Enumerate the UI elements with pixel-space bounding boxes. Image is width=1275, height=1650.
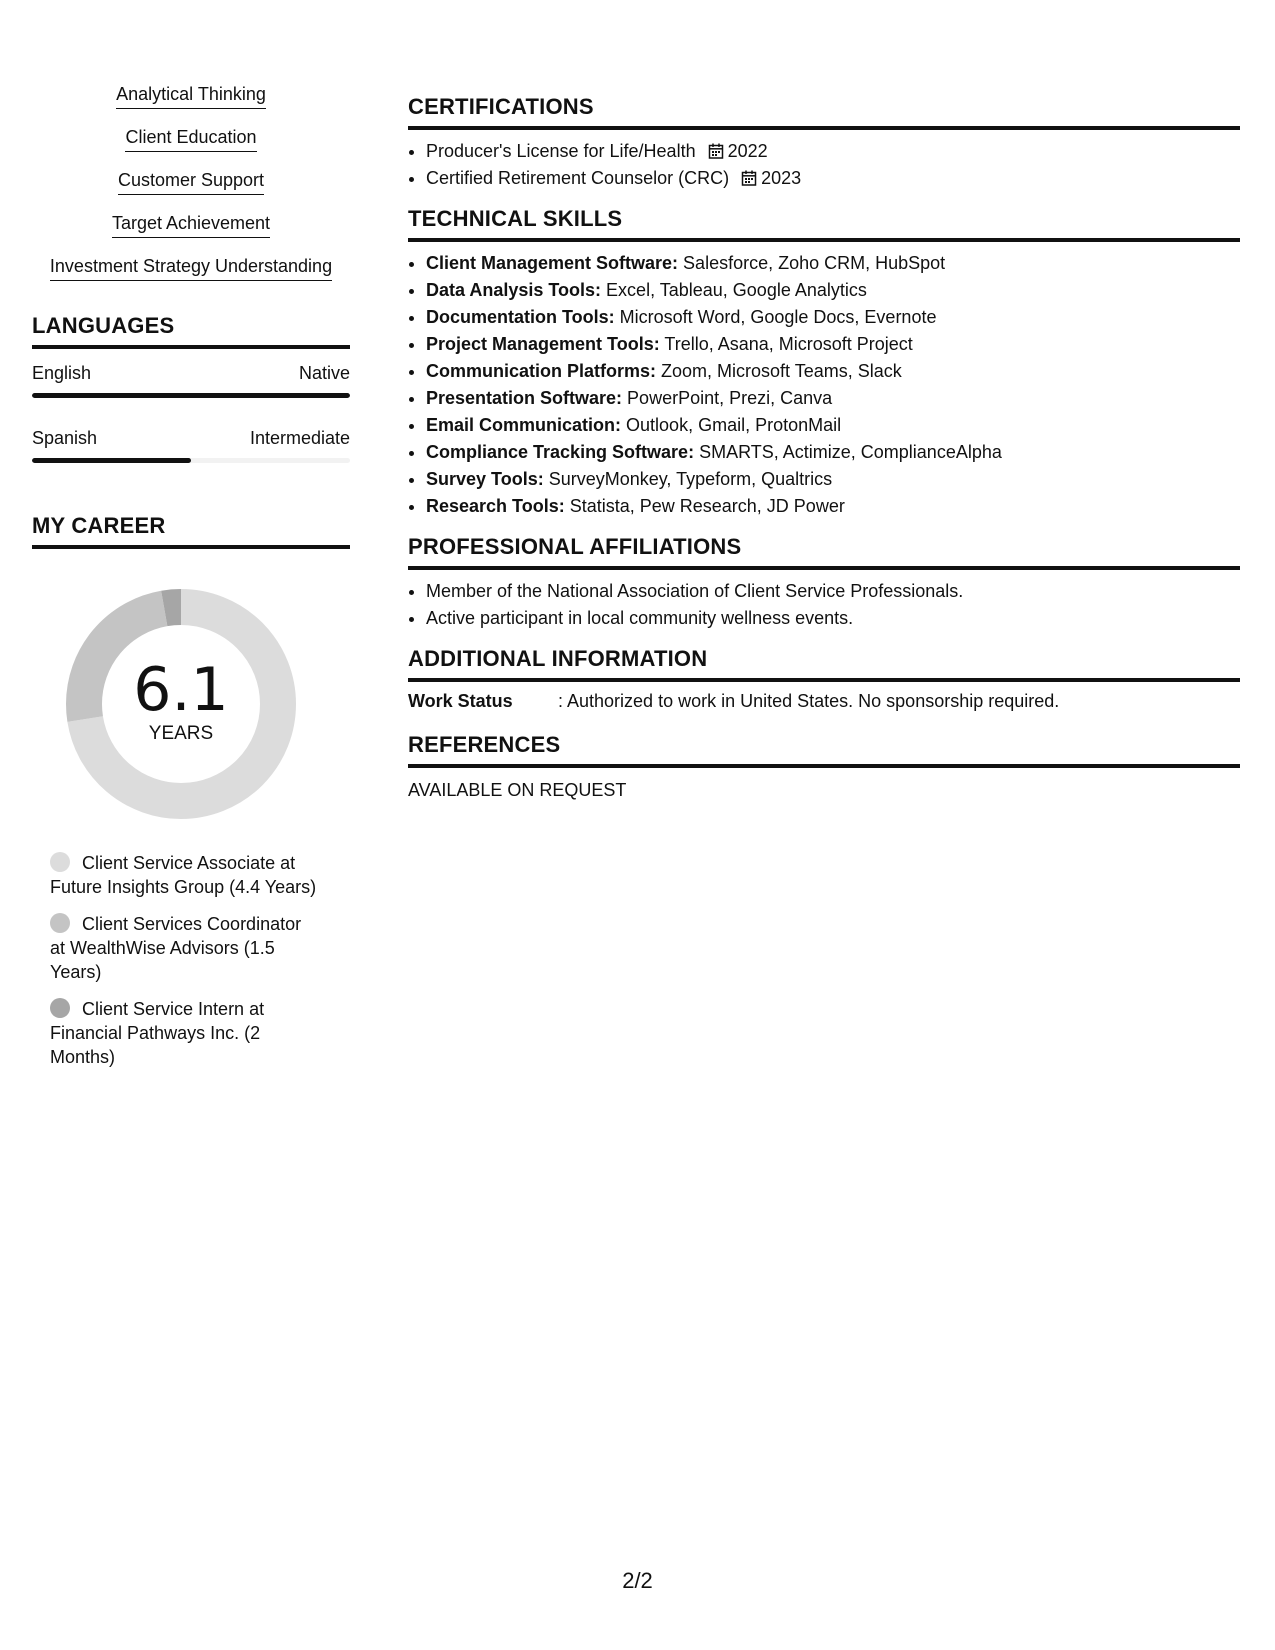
left-column	[32, 84, 350, 1082]
donut-center	[66, 589, 296, 819]
technical-skills-title: TECHNICAL SKILLS	[408, 206, 1240, 242]
career-donut-chart	[66, 589, 296, 819]
tech-skill-item: • Documentation Tools: Microsoft Word, Google Docs, Evernote	[426, 304, 1240, 331]
certification-item: • Certified Retirement Counselor (CRC) 2023	[426, 165, 1240, 192]
work-status-label: Work Status	[408, 691, 513, 711]
languages-title: LANGUAGES	[32, 313, 350, 349]
tech-skill-item: • Compliance Tracking Software: SMARTS, Actimize, ComplianceAlpha	[426, 439, 1240, 466]
tech-skill-item: • Research Tools: Statista, Pew Research, JD Power	[426, 493, 1240, 520]
legend-dot	[50, 852, 70, 872]
technical-skills-section	[408, 206, 1240, 520]
language-bar-fill	[32, 393, 350, 398]
career-legend	[50, 851, 320, 1069]
languages-section	[32, 313, 350, 463]
tech-skill-item: • Client Management Software: Salesforce, Zoho CRM, HubSpot	[426, 250, 1240, 277]
affiliation-item: • Active participant in local community wellness events.	[426, 605, 1240, 632]
career-title: MY CAREER	[32, 513, 350, 549]
certifications-title: CERTIFICATIONS	[408, 94, 1240, 130]
legend-dot	[50, 998, 70, 1018]
career-section	[32, 513, 350, 1069]
references-title: REFERENCES	[408, 732, 1240, 768]
additional-info-title: ADDITIONAL INFORMATION	[408, 646, 1240, 682]
tech-skill-item: • Data Analysis Tools: Excel, Tableau, Google Analytics	[426, 277, 1240, 304]
technical-skills-list	[408, 250, 1240, 520]
affiliations-list	[408, 578, 1240, 632]
skill-item: Customer Support	[32, 170, 350, 195]
tech-skill-item: • Presentation Software: PowerPoint, Prezi, Canva	[426, 385, 1240, 412]
language-bar	[32, 393, 350, 398]
affiliations-section	[408, 534, 1240, 632]
language-bar-fill	[32, 458, 191, 463]
language-english	[32, 363, 350, 398]
tech-skill-item: • Communication Platforms: Zoom, Microsoft Teams, Slack	[426, 358, 1240, 385]
right-column	[408, 94, 1240, 815]
language-level: Native	[298, 363, 350, 383]
career-unit: YEARS	[148, 723, 214, 744]
skill-item: Target Achievement	[32, 213, 350, 238]
career-legend-item: Client Services Coordinator at WealthWise Advisors (1.5 Years)	[50, 914, 302, 982]
career-legend-item: Client Service Associate at Future Insights Group (4.4 Years)	[50, 853, 317, 897]
legend-dot	[50, 913, 70, 933]
language-spanish	[32, 428, 350, 463]
tech-skill-item: • Project Management Tools: Trello, Asana, Microsoft Project	[426, 331, 1240, 358]
career-legend-item: Client Service Intern at Financial Pathways Inc. (2 Months)	[50, 999, 265, 1067]
affiliation-item: • Member of the National Association of Client Service Professionals.	[426, 578, 1240, 605]
tech-skill-item: • Survey Tools: SurveyMonkey, Typeform, Qualtrics	[426, 466, 1240, 493]
career-total: 6.1	[133, 655, 229, 725]
page-number: 2/2	[622, 1568, 653, 1593]
certification-item: • Producer's License for Life/Health 2022	[426, 138, 1240, 165]
references-section	[408, 732, 1240, 801]
certifications-list	[408, 138, 1240, 192]
language-level: Intermediate	[249, 428, 350, 448]
language-name: English	[32, 363, 92, 383]
skill-item: Analytical Thinking	[32, 84, 350, 109]
skill-item: Investment Strategy Understanding	[32, 256, 350, 281]
affiliations-title: PROFESSIONAL AFFILIATIONS	[408, 534, 1240, 570]
references-text: AVAILABLE ON REQUEST	[408, 780, 627, 800]
language-bar	[32, 458, 350, 463]
tech-skill-item: • Email Communication: Outlook, Gmail, ProtonMail	[426, 412, 1240, 439]
calendar-icon	[708, 143, 724, 159]
skills-list	[32, 84, 350, 281]
calendar-icon	[741, 170, 757, 186]
certifications-section	[408, 94, 1240, 192]
work-status-row	[408, 691, 1240, 712]
additional-info-section	[408, 646, 1240, 712]
language-name: Spanish	[32, 428, 98, 448]
skill-item: Client Education	[32, 127, 350, 152]
work-status-value: : Authorized to work in United States. No sponsorship required.	[558, 691, 1060, 711]
